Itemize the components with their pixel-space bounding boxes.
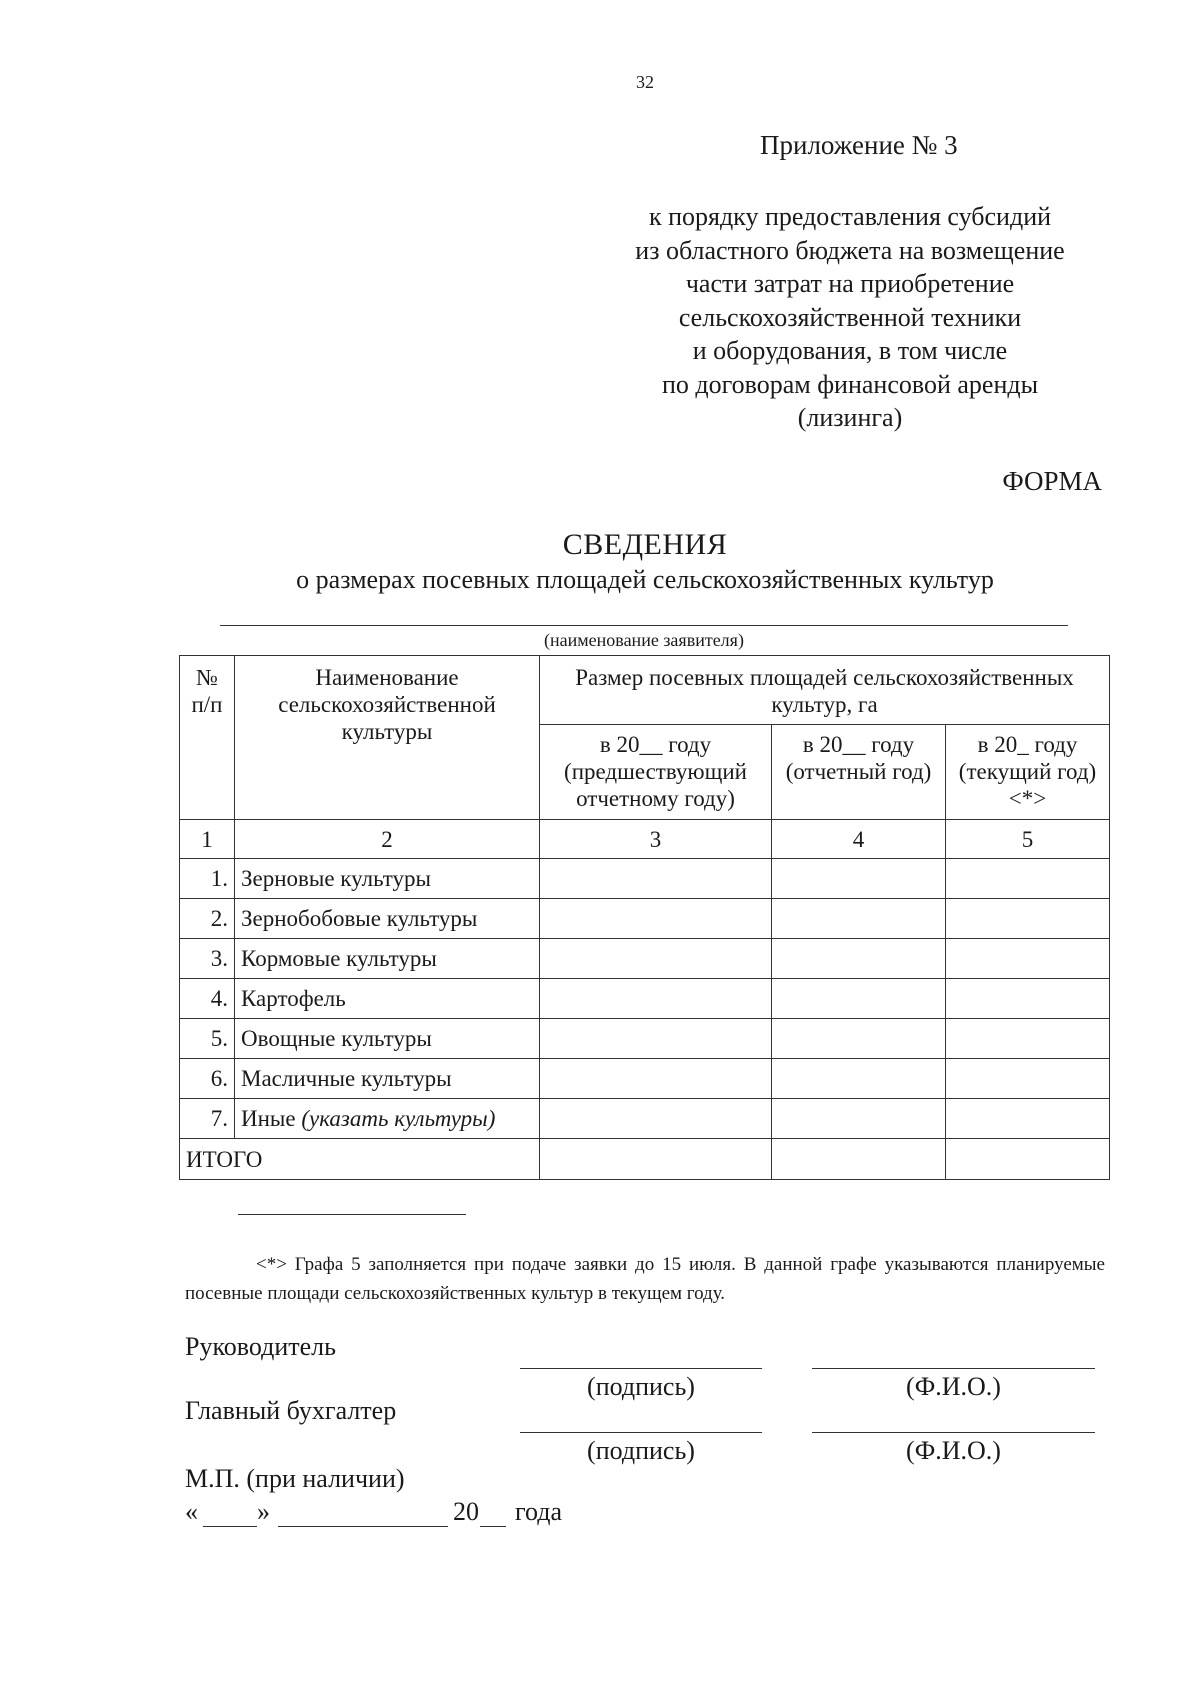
cell-current-year[interactable] bbox=[946, 859, 1110, 899]
table-row bbox=[180, 859, 1110, 899]
row-number: 2. bbox=[180, 899, 235, 939]
cell-reporting-year[interactable] bbox=[772, 859, 946, 899]
cell-previous-year[interactable] bbox=[540, 939, 772, 979]
date-month-line[interactable] bbox=[278, 1526, 448, 1527]
cell-reporting-year[interactable] bbox=[772, 1099, 946, 1139]
table-row bbox=[180, 1099, 1110, 1139]
row-crop-name: Овощные культуры bbox=[235, 1019, 540, 1059]
date-year-prefix: 20 bbox=[453, 1497, 479, 1526]
date-open-quote: « bbox=[185, 1497, 198, 1526]
header-current-year: в 20_ году (текущий год)<*> bbox=[946, 725, 1110, 820]
head-name-caption: (Ф.И.О.) bbox=[906, 1372, 1001, 1401]
footnote: <*> Графа 5 заполняется при подаче заявки до 15 июля. В данной графе указываются планируемые посевные площади сельскохозяйственных культур в текущем году. bbox=[185, 1254, 1105, 1304]
row-number: 4. bbox=[180, 979, 235, 1019]
appendix-subtitle-line: части затрат на приобретение bbox=[685, 269, 1015, 298]
row-crop-name: Кормовые культуры bbox=[235, 939, 540, 979]
cell-current-year[interactable] bbox=[946, 939, 1110, 979]
column-number: 4 bbox=[772, 820, 946, 859]
table-row bbox=[180, 899, 1110, 939]
cell-previous-year[interactable] bbox=[540, 859, 772, 899]
cell-reporting-year[interactable] bbox=[772, 899, 946, 939]
seal-label: М.П. (при наличии) bbox=[185, 1464, 405, 1493]
date-year-line[interactable] bbox=[480, 1526, 506, 1527]
table-row bbox=[180, 1059, 1110, 1099]
date-close-quote: » bbox=[257, 1497, 270, 1526]
appendix-subtitle-line: по договорам финансовой аренды bbox=[661, 369, 1039, 399]
table-row bbox=[180, 1019, 1110, 1059]
total-label: ИТОГО bbox=[180, 1139, 540, 1180]
cell-previous-year[interactable] bbox=[540, 979, 772, 1019]
cell-previous-year[interactable] bbox=[540, 1019, 772, 1059]
head-signature-line[interactable] bbox=[520, 1368, 762, 1369]
row-number: 3. bbox=[180, 939, 235, 979]
row-number: 5. bbox=[180, 1019, 235, 1059]
cell-previous-year[interactable] bbox=[540, 1059, 772, 1099]
cell-reporting-year[interactable] bbox=[772, 939, 946, 979]
row-number: 7. bbox=[180, 1099, 235, 1139]
head-name-line[interactable] bbox=[812, 1368, 1095, 1369]
cell-current-year[interactable] bbox=[946, 899, 1110, 939]
appendix-subtitle-line: сельскохозяйственной техники bbox=[678, 302, 1022, 332]
cell-reporting-year[interactable] bbox=[772, 1019, 946, 1059]
applicant-name-line[interactable] bbox=[220, 625, 1068, 626]
page-number: 32 bbox=[636, 72, 654, 92]
header-crop-name: Наименование сельскохозяйственной культуры bbox=[235, 656, 540, 820]
row-crop-name-note: (указать культуры) bbox=[301, 1106, 496, 1131]
header-previous-year: в 20__ году (предшествующий отчетному году) bbox=[540, 725, 772, 820]
row-crop-name: Масличные культуры bbox=[235, 1059, 540, 1099]
form-label: ФОРМА bbox=[1002, 466, 1102, 496]
cell-current-year[interactable] bbox=[946, 979, 1110, 1019]
cell-reporting-year[interactable] bbox=[772, 979, 946, 1019]
appendix-subtitle-line: к порядку предоставления субсидий bbox=[648, 202, 1052, 231]
row-crop-name: Зерновые культуры bbox=[235, 859, 540, 899]
date-year-suffix: года bbox=[515, 1497, 563, 1526]
row-crop-name: Картофель bbox=[235, 979, 540, 1019]
cell-previous-year[interactable] bbox=[540, 899, 772, 939]
header-number: № п/п bbox=[180, 656, 235, 820]
document-title: СВЕДЕНИЯ bbox=[562, 528, 728, 561]
cell-current-year[interactable] bbox=[946, 1059, 1110, 1099]
row-number: 1. bbox=[180, 859, 235, 899]
column-number: 5 bbox=[946, 820, 1110, 859]
accountant-name-line[interactable] bbox=[812, 1432, 1095, 1433]
accountant-name-caption: (Ф.И.О.) bbox=[906, 1436, 1001, 1465]
accountant-label: Главный бухгалтер bbox=[185, 1396, 397, 1425]
appendix-subtitle-line: из областного бюджета на возмещение bbox=[635, 235, 1065, 265]
table-total-row bbox=[180, 1139, 1110, 1180]
column-number: 2 bbox=[235, 820, 540, 859]
sowing-area-table bbox=[179, 655, 1110, 1180]
accountant-signature-caption: (подпись) bbox=[587, 1436, 695, 1465]
table-row bbox=[180, 979, 1110, 1019]
row-number: 6. bbox=[180, 1059, 235, 1099]
appendix-subtitle bbox=[600, 200, 1100, 435]
row-crop-name-text: Иные bbox=[241, 1106, 302, 1131]
document-subtitle: о размерах посевных площадей сельскохозяйственных культур bbox=[296, 565, 994, 594]
cell-current-year[interactable] bbox=[946, 1099, 1110, 1139]
date-day-line[interactable] bbox=[203, 1526, 257, 1527]
column-number: 1 bbox=[180, 820, 235, 859]
total-previous-year[interactable] bbox=[540, 1139, 772, 1180]
head-label: Руководитель bbox=[185, 1332, 336, 1361]
cell-reporting-year[interactable] bbox=[772, 1059, 946, 1099]
header-area-group: Размер посевных площадей сельскохозяйственных культур, га bbox=[540, 656, 1110, 725]
header-reporting-year: в 20__ году (отчетный год) bbox=[772, 725, 946, 820]
accountant-signature-line[interactable] bbox=[520, 1432, 762, 1433]
row-crop-name bbox=[235, 1099, 540, 1139]
appendix-subtitle-line: (лизинга) bbox=[797, 403, 903, 432]
appendix-title: Приложение № 3 bbox=[760, 130, 958, 160]
total-current-year[interactable] bbox=[946, 1139, 1110, 1180]
head-signature-caption: (подпись) bbox=[587, 1372, 695, 1401]
total-reporting-year[interactable] bbox=[772, 1139, 946, 1180]
column-number: 3 bbox=[540, 820, 772, 859]
applicant-caption: (наименование заявителя) bbox=[544, 630, 744, 650]
row-crop-name: Зернобобовые культуры bbox=[235, 899, 540, 939]
cell-current-year[interactable] bbox=[946, 1019, 1110, 1059]
footnote-separator bbox=[238, 1214, 466, 1215]
cell-previous-year[interactable] bbox=[540, 1099, 772, 1139]
appendix-subtitle-line: и оборудования, в том числе bbox=[692, 336, 1008, 365]
table-row bbox=[180, 939, 1110, 979]
